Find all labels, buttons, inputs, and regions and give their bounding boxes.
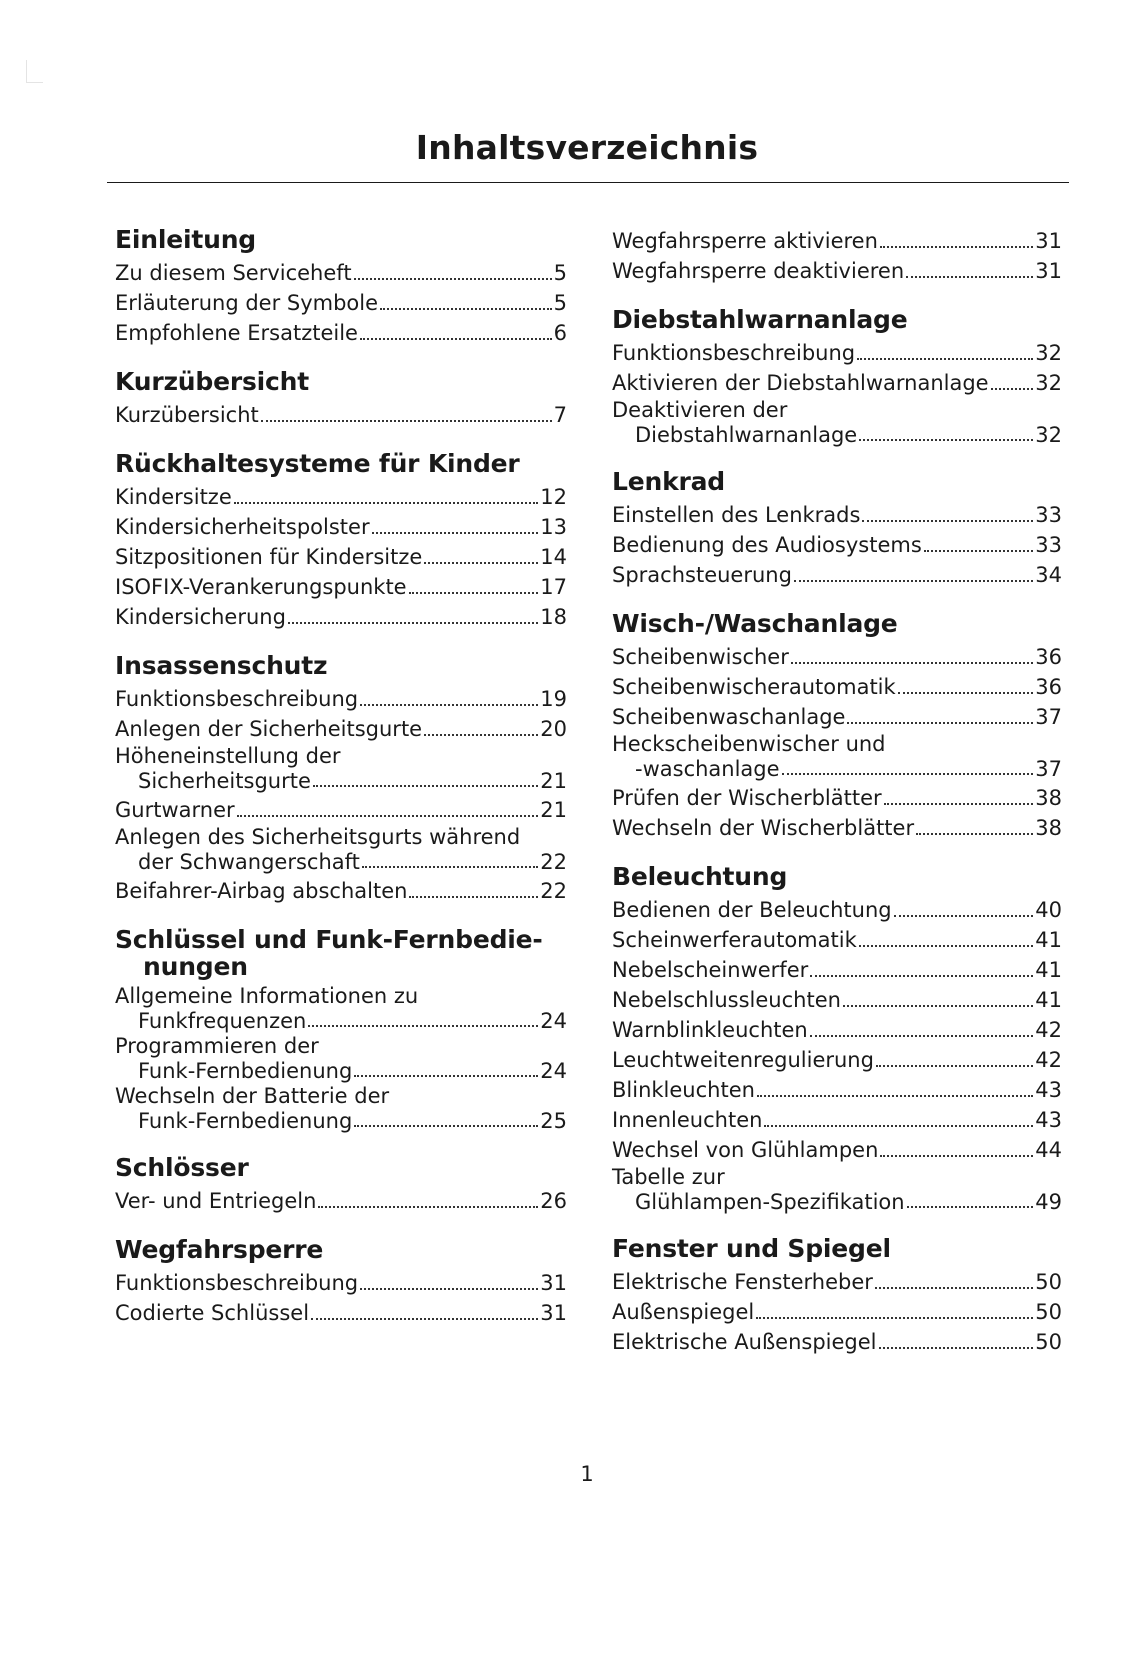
entry-label: Scheinwerferautomatik bbox=[612, 928, 857, 952]
entry-page-number: 43 bbox=[1035, 1108, 1062, 1132]
crop-mark bbox=[26, 60, 43, 83]
toc-entry-leuchtweitenregulierung[interactable] bbox=[612, 1045, 1062, 1075]
section-title: Schlüssel und Funk-Fernbedie-nungen bbox=[115, 925, 543, 981]
dot-leader bbox=[372, 532, 539, 534]
toc-entry-elektrische-aussenspiegel[interactable] bbox=[612, 1327, 1062, 1357]
entry-label: Tabelle zur bbox=[612, 1165, 725, 1189]
toc-entry-innenleuchten[interactable] bbox=[612, 1105, 1062, 1135]
dot-leader bbox=[916, 833, 1033, 835]
toc-entry-aussenspiegel[interactable] bbox=[612, 1297, 1062, 1327]
toc-entry-wechseln-der-batterie-der-funk-fernbedienung[interactable] bbox=[115, 1085, 567, 1134]
toc-entry-wegfahrsperre-deaktivieren[interactable] bbox=[612, 256, 1062, 286]
entry-label: Außenspiegel bbox=[612, 1300, 755, 1324]
section-title: Wegfahrsperre bbox=[115, 1235, 324, 1264]
dot-leader bbox=[362, 866, 538, 868]
toc-entry-hoeheneinstellung-der-sicherheitsgurte[interactable] bbox=[115, 745, 567, 794]
entry-label: Bedienung des Audiosystems bbox=[612, 533, 922, 557]
dot-leader bbox=[810, 975, 1033, 977]
toc-entry-codierte-schluessel[interactable] bbox=[115, 1298, 567, 1328]
entry-label: Deaktivieren der bbox=[612, 398, 788, 422]
entry-label: Sprachsteuerung bbox=[612, 563, 792, 587]
dot-leader bbox=[782, 773, 1034, 775]
dot-leader bbox=[360, 1288, 538, 1290]
entry-page-number: 33 bbox=[1035, 533, 1062, 557]
toc-entry-ver-und-entriegeln[interactable] bbox=[115, 1186, 567, 1216]
entry-page-number: 31 bbox=[1035, 259, 1062, 283]
entry-label: Funktionsbeschreibung bbox=[115, 687, 359, 711]
entry-label: Ver- und Entriegeln bbox=[115, 1189, 317, 1213]
entry-label-line2: Diebstahlwarnanlage bbox=[635, 423, 858, 447]
dot-leader bbox=[354, 1125, 538, 1127]
entry-page-number: 25 bbox=[540, 1109, 567, 1133]
toc-section bbox=[612, 306, 1062, 448]
dot-leader bbox=[880, 1155, 1033, 1157]
dot-leader bbox=[424, 562, 538, 564]
entry-label: Scheibenwaschanlage bbox=[612, 705, 846, 729]
dot-leader bbox=[318, 1206, 538, 1208]
entry-page-number: 33 bbox=[1035, 503, 1062, 527]
toc-section bbox=[115, 1154, 567, 1216]
dot-leader bbox=[880, 246, 1033, 248]
entry-label: Sitzpositionen für Kindersitze bbox=[115, 545, 423, 569]
toc-entry-nebelschlussleuchten[interactable] bbox=[612, 985, 1062, 1015]
dot-leader bbox=[862, 520, 1033, 522]
toc-entry-tabelle-zur-gluehlampen-spezifikation[interactable] bbox=[612, 1166, 1062, 1215]
toc-entry-einstellen-des-lenkrads[interactable] bbox=[612, 500, 1062, 530]
toc-entry-gurtwarner[interactable] bbox=[115, 795, 567, 825]
toc-entry-scheibenwischer[interactable] bbox=[612, 642, 1062, 672]
dot-leader bbox=[898, 692, 1034, 694]
toc-entry-kindersicherheitspolster[interactable] bbox=[115, 512, 567, 542]
toc-entry-isofix-verankerungspunkte[interactable] bbox=[115, 572, 567, 602]
entry-page-number: 17 bbox=[540, 575, 567, 599]
entry-page-number: 42 bbox=[1035, 1048, 1062, 1072]
entry-page-number: 43 bbox=[1035, 1078, 1062, 1102]
entry-label: Anlegen des Sicherheitsgurts während bbox=[115, 825, 521, 849]
dot-leader bbox=[354, 1075, 538, 1077]
entry-page-number: 36 bbox=[1035, 675, 1062, 699]
entry-page-number: 42 bbox=[1035, 1018, 1062, 1042]
toc-entry-scheinwerferautomatik[interactable] bbox=[612, 925, 1062, 955]
toc-entry-pruefen-der-wischerblaetter[interactable] bbox=[612, 783, 1062, 813]
dot-leader bbox=[764, 1125, 1033, 1127]
toc-entry-sprachsteuerung[interactable] bbox=[612, 560, 1062, 590]
entry-label-continued bbox=[612, 422, 1062, 448]
toc-section bbox=[612, 226, 1062, 286]
entry-page-number: 37 bbox=[1035, 705, 1062, 729]
entry-page-number: 49 bbox=[1035, 1190, 1062, 1214]
toc-entry-kurzuebersicht[interactable] bbox=[115, 400, 567, 430]
entry-label-line2: Glühlampen-Spezifikation bbox=[635, 1190, 905, 1214]
entry-page-number: 50 bbox=[1035, 1330, 1062, 1354]
toc-entry-bedienen-der-beleuchtung[interactable] bbox=[612, 895, 1062, 925]
dot-leader bbox=[409, 896, 538, 898]
toc-entry-beifahrer-airbag-abschalten[interactable] bbox=[115, 876, 567, 906]
dot-leader bbox=[894, 915, 1034, 917]
toc-section bbox=[115, 368, 567, 430]
section-title: Schlösser bbox=[115, 1153, 249, 1182]
toc-section bbox=[612, 1235, 1062, 1357]
entry-label: ISOFIX-Verankerungspunkte bbox=[115, 575, 407, 599]
entry-label: Allgemeine Informationen zu bbox=[115, 984, 419, 1008]
dot-leader bbox=[857, 358, 1033, 360]
entry-label-continued bbox=[115, 1008, 567, 1034]
toc-entry-scheibenwischerautomatik[interactable] bbox=[612, 672, 1062, 702]
section-title: Diebstahlwarnanlage bbox=[612, 305, 908, 334]
entry-label: Blinkleuchten bbox=[612, 1078, 755, 1102]
dot-leader bbox=[876, 1065, 1033, 1067]
entry-label: Nebelscheinwerfer bbox=[612, 958, 809, 982]
entry-page-number: 13 bbox=[540, 515, 567, 539]
entry-label: Innenleuchten bbox=[612, 1108, 763, 1132]
dot-leader bbox=[311, 1318, 538, 1320]
toc-section bbox=[115, 926, 567, 1134]
entry-label: Bedienen der Beleuchtung bbox=[612, 898, 892, 922]
entry-label: Scheibenwischerautomatik bbox=[612, 675, 896, 699]
toc-entry-programmieren-der-funk-fernbedienung[interactable] bbox=[115, 1035, 567, 1084]
entry-label: Gurtwarner bbox=[115, 798, 235, 822]
dot-leader bbox=[906, 276, 1033, 278]
toc-section bbox=[115, 652, 567, 906]
toc-entry-kindersicherung[interactable] bbox=[115, 602, 567, 632]
toc-column-left bbox=[115, 226, 567, 1348]
page-number: 1 bbox=[580, 1462, 594, 1486]
section-title: Beleuchtung bbox=[612, 862, 788, 891]
entry-label-continued bbox=[612, 756, 1062, 782]
dot-leader bbox=[757, 1095, 1033, 1097]
entry-label: Leuchtweitenregulierung bbox=[612, 1048, 874, 1072]
entry-label-continued bbox=[115, 849, 567, 875]
entry-label: Programmieren der bbox=[115, 1034, 319, 1058]
entry-page-number: 26 bbox=[540, 1189, 567, 1213]
dot-leader bbox=[847, 722, 1033, 724]
entry-page-number: 7 bbox=[553, 403, 567, 427]
entry-page-number: 34 bbox=[1035, 563, 1062, 587]
toc-entry-bedienung-des-audiosystems[interactable] bbox=[612, 530, 1062, 560]
entry-page-number: 32 bbox=[1035, 371, 1062, 395]
dot-leader bbox=[360, 338, 552, 340]
dot-leader bbox=[794, 580, 1033, 582]
entry-page-number: 5 bbox=[553, 261, 567, 285]
toc-entry-sitzpositionen-fuer-kindersitze[interactable] bbox=[115, 542, 567, 572]
entry-label: Empfohlene Ersatzteile bbox=[115, 321, 358, 345]
toc-column-right bbox=[612, 226, 1062, 1377]
entry-label-line2: Sicherheitsgurte bbox=[138, 769, 311, 793]
section-title: Kurzübersicht bbox=[115, 367, 310, 396]
dot-leader bbox=[261, 420, 552, 422]
toc-entry-heckscheibenwischer-und-waschanlage[interactable] bbox=[612, 733, 1062, 782]
dot-leader bbox=[843, 1005, 1033, 1007]
toc-entry-elektrische-fensterheber[interactable] bbox=[612, 1267, 1062, 1297]
toc-entry-funktionsbeschreibung[interactable] bbox=[115, 684, 567, 714]
dot-leader bbox=[354, 278, 552, 280]
entry-page-number: 14 bbox=[540, 545, 567, 569]
section-title: Einleitung bbox=[115, 225, 256, 254]
entry-page-number: 50 bbox=[1035, 1300, 1062, 1324]
dot-leader bbox=[409, 592, 539, 594]
entry-label-continued bbox=[612, 1189, 1062, 1215]
entry-label: Prüfen der Wischerblätter bbox=[612, 786, 882, 810]
toc-entry-wegfahrsperre-aktivieren[interactable] bbox=[612, 226, 1062, 256]
page-title: Inhaltsverzeichnis bbox=[415, 128, 759, 167]
entry-label: Elektrische Fensterheber bbox=[612, 1270, 873, 1294]
section-title: Insassenschutz bbox=[115, 651, 328, 680]
toc-entry-zu-diesem-serviceheft[interactable] bbox=[115, 258, 567, 288]
toc-entry-wechsel-von-gluehlampen[interactable] bbox=[612, 1135, 1062, 1165]
dot-leader bbox=[859, 945, 1034, 947]
entry-page-number: 31 bbox=[540, 1271, 567, 1295]
toc-section bbox=[612, 863, 1062, 1215]
entry-label-continued bbox=[115, 768, 567, 794]
entry-page-number: 37 bbox=[1035, 757, 1062, 781]
entry-page-number: 41 bbox=[1035, 928, 1062, 952]
toc-entry-empfohlene-ersatzteile[interactable] bbox=[115, 318, 567, 348]
entry-page-number: 5 bbox=[553, 291, 567, 315]
entry-page-number: 6 bbox=[553, 321, 567, 345]
dot-leader bbox=[879, 1347, 1034, 1349]
entry-page-number: 21 bbox=[540, 798, 567, 822]
entry-label-line2: der Schwangerschaft bbox=[138, 850, 360, 874]
entry-label: Kurzübersicht bbox=[115, 403, 259, 427]
entry-page-number: 44 bbox=[1035, 1138, 1062, 1162]
dot-leader bbox=[884, 803, 1034, 805]
entry-label: Höheneinstellung der bbox=[115, 744, 341, 768]
toc-section bbox=[115, 450, 567, 632]
entry-label: Wegfahrsperre aktivieren bbox=[612, 229, 878, 253]
entry-page-number: 21 bbox=[540, 769, 567, 793]
entry-label-continued bbox=[115, 1108, 567, 1134]
entry-label: Wechsel von Glühlampen bbox=[612, 1138, 879, 1162]
dot-leader bbox=[308, 1025, 538, 1027]
entry-label: Nebelschlussleuchten bbox=[612, 988, 841, 1012]
toc-entry-nebelscheinwerfer[interactable] bbox=[612, 955, 1062, 985]
entry-page-number: 24 bbox=[540, 1009, 567, 1033]
entry-page-number: 12 bbox=[540, 485, 567, 509]
entry-page-number: 38 bbox=[1035, 786, 1062, 810]
toc-entry-funktionsbeschreibung[interactable] bbox=[115, 1268, 567, 1298]
entry-page-number: 36 bbox=[1035, 645, 1062, 669]
toc-entry-erlaeuterung-der-symbole[interactable] bbox=[115, 288, 567, 318]
dot-leader bbox=[313, 785, 538, 787]
dot-leader bbox=[234, 502, 539, 504]
entry-label: Zu diesem Serviceheft bbox=[115, 261, 352, 285]
entry-label: Wechseln der Wischerblätter bbox=[612, 816, 915, 840]
entry-label: Kindersitze bbox=[115, 485, 232, 509]
entry-page-number: 50 bbox=[1035, 1270, 1062, 1294]
toc-entry-blinkleuchten[interactable] bbox=[612, 1075, 1062, 1105]
toc-entry-kindersitze[interactable] bbox=[115, 482, 567, 512]
entry-label: Funktionsbeschreibung bbox=[115, 1271, 359, 1295]
entry-page-number: 31 bbox=[1035, 229, 1062, 253]
dot-leader bbox=[991, 388, 1034, 390]
toc-entry-scheibenwaschanlage[interactable] bbox=[612, 702, 1062, 732]
dot-leader bbox=[791, 662, 1033, 664]
toc-entry-funktionsbeschreibung[interactable] bbox=[612, 338, 1062, 368]
entry-page-number: 24 bbox=[540, 1059, 567, 1083]
dot-leader bbox=[875, 1287, 1033, 1289]
entry-label-line2: Funkfrequenzen bbox=[138, 1009, 307, 1033]
toc-entry-deaktivieren-der-diebstahlwarnanlage[interactable] bbox=[612, 399, 1062, 448]
entry-label: Elektrische Außenspiegel bbox=[612, 1330, 877, 1354]
entry-page-number: 41 bbox=[1035, 958, 1062, 982]
entry-page-number: 22 bbox=[540, 879, 567, 903]
entry-page-number: 32 bbox=[1035, 423, 1062, 447]
section-title: Lenkrad bbox=[612, 467, 726, 496]
entry-label-line2: Funk-Fernbedienung bbox=[138, 1059, 353, 1083]
dot-leader bbox=[859, 439, 1033, 441]
dot-leader bbox=[288, 622, 538, 624]
entry-page-number: 41 bbox=[1035, 988, 1062, 1012]
toc-entry-wechseln-der-wischerblaetter[interactable] bbox=[612, 813, 1062, 843]
section-title: Rückhaltesysteme für Kinder bbox=[115, 449, 520, 478]
dot-leader bbox=[907, 1206, 1034, 1208]
entry-page-number: 32 bbox=[1035, 341, 1062, 365]
toc-section bbox=[612, 468, 1062, 590]
dot-leader bbox=[360, 704, 538, 706]
entry-page-number: 19 bbox=[540, 687, 567, 711]
entry-page-number: 18 bbox=[540, 605, 567, 629]
entry-label: Codierte Schlüssel bbox=[115, 1301, 310, 1325]
entry-page-number: 31 bbox=[540, 1301, 567, 1325]
entry-page-number: 40 bbox=[1035, 898, 1062, 922]
section-title: Wisch-/Waschanlage bbox=[612, 609, 898, 638]
entry-label: Einstellen des Lenkrads bbox=[612, 503, 861, 527]
entry-label: Funktionsbeschreibung bbox=[612, 341, 856, 365]
toc-section bbox=[612, 610, 1062, 843]
toc-entry-anlegen-der-sicherheitsgurte[interactable] bbox=[115, 714, 567, 744]
entry-page-number: 38 bbox=[1035, 816, 1062, 840]
toc-entry-anlegen-des-sicherheitsgurts-waehrend-der-schwangerschaft[interactable] bbox=[115, 826, 567, 875]
entry-label: Scheibenwischer bbox=[612, 645, 789, 669]
title-divider bbox=[107, 182, 1069, 183]
dot-leader bbox=[237, 815, 539, 817]
dot-leader bbox=[424, 734, 538, 736]
entry-label: Heckscheibenwischer und bbox=[612, 732, 886, 756]
toc-entry-aktivieren-der-diebstahlwarnanlage[interactable] bbox=[612, 368, 1062, 398]
entry-label: Kindersicherheitspolster bbox=[115, 515, 370, 539]
entry-page-number: 22 bbox=[540, 850, 567, 874]
entry-label-line2: -waschanlage bbox=[635, 757, 780, 781]
toc-entry-warnblinkleuchten[interactable] bbox=[612, 1015, 1062, 1045]
entry-label-continued bbox=[115, 1058, 567, 1084]
entry-page-number: 20 bbox=[540, 717, 567, 741]
entry-label: Aktivieren der Diebstahlwarnanlage bbox=[612, 371, 989, 395]
entry-label: Wegfahrsperre deaktivieren bbox=[612, 259, 905, 283]
section-title: Fenster und Spiegel bbox=[612, 1234, 891, 1263]
toc-entry-allgemeine-informationen-zu-funkfrequenzen[interactable] bbox=[115, 985, 567, 1034]
entry-label: Erläuterung der Symbole bbox=[115, 291, 379, 315]
entry-label-line2: Funk-Fernbedienung bbox=[138, 1109, 353, 1133]
entry-label: Kindersicherung bbox=[115, 605, 286, 629]
dot-leader bbox=[756, 1317, 1033, 1319]
dot-leader bbox=[380, 308, 552, 310]
entry-label: Beifahrer-Airbag abschalten bbox=[115, 879, 408, 903]
entry-label: Warnblinkleuchten bbox=[612, 1018, 808, 1042]
entry-label: Anlegen der Sicherheitsgurte bbox=[115, 717, 423, 741]
dot-leader bbox=[810, 1035, 1034, 1037]
toc-section bbox=[115, 226, 567, 348]
dot-leader bbox=[924, 550, 1034, 552]
entry-label: Wechseln der Batterie der bbox=[115, 1084, 390, 1108]
toc-section bbox=[115, 1236, 567, 1328]
